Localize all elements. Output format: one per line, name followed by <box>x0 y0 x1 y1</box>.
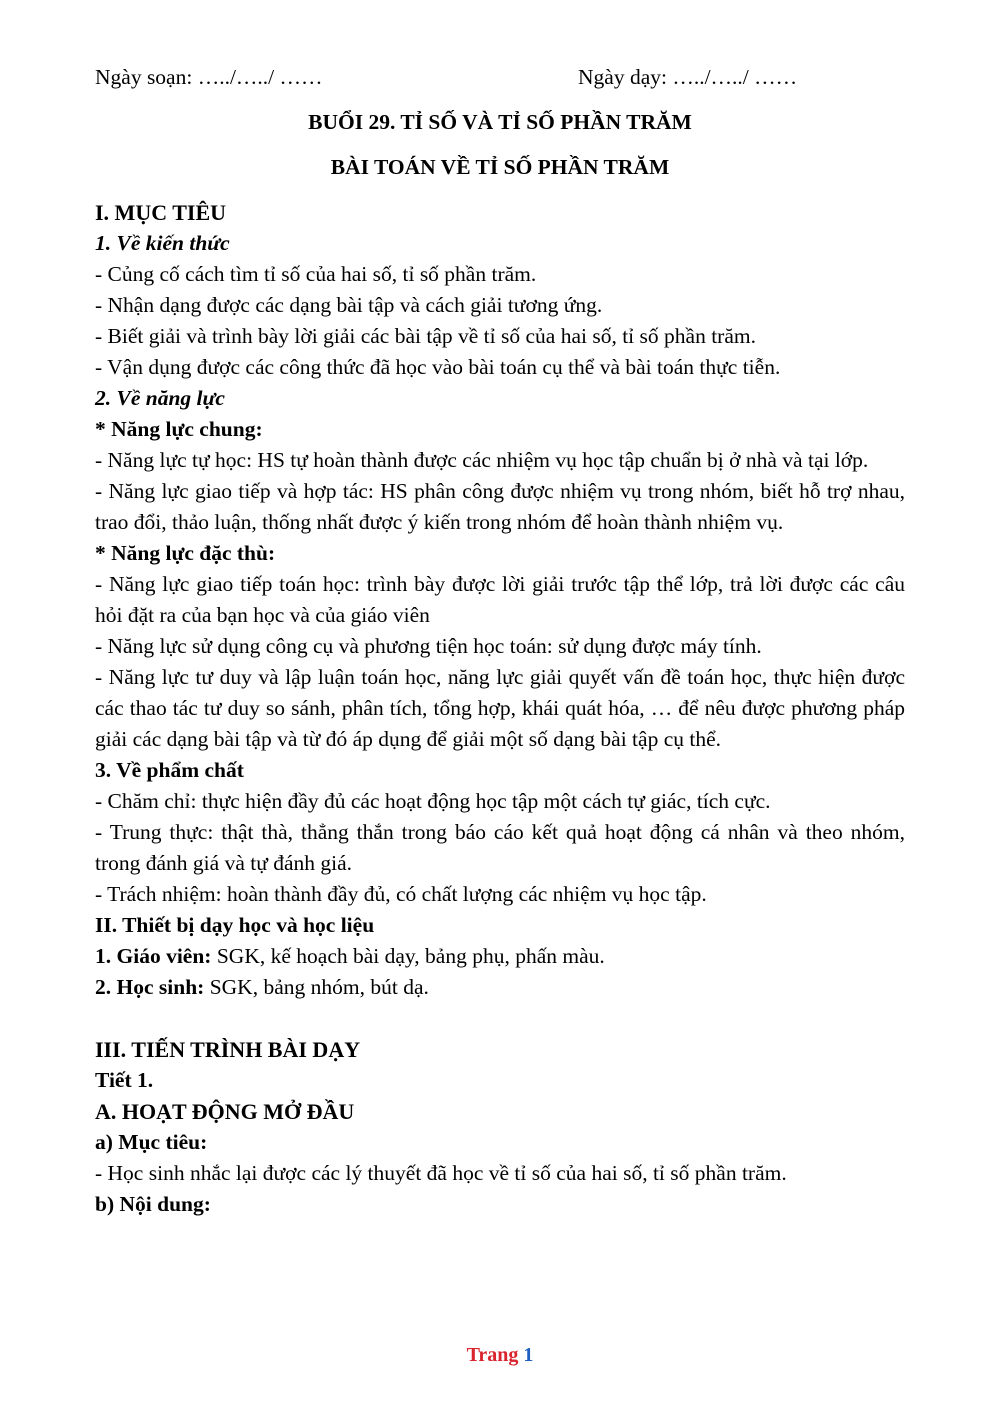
student-text: SGK, bảng nhóm, bút dạ. <box>204 975 429 999</box>
general-competence-heading: * Năng lực chung: <box>95 417 263 441</box>
section-equipment-heading: II. Thiết bị dạy học và học liệu <box>95 913 375 937</box>
student-equipment <box>95 972 905 1003</box>
specific-competence-item: - Năng lực tư duy và lập luận toán học, năng lực giải quyết vấn đề toán học, thực hiện được các thao tác tư duy so sánh, phân tích, tổng hợp, khái quát hóa, … để nêu được phương pháp giải các dạng bài tập và từ đó áp dụng để giải một số dạng bài tập cụ thể. <box>95 665 905 751</box>
period-heading: Tiết 1. <box>95 1068 154 1092</box>
qualities-item: - Trung thực: thật thà, thẳng thắn trong báo cáo kết quả hoạt động cá nhân và theo nhóm, trong đánh giá và tự đánh giá. <box>95 820 905 875</box>
lesson-title: BUỔI 29. TỈ SỐ VÀ TỈ SỐ PHẦN TRĂM <box>308 110 692 134</box>
general-competence-item: - Năng lực giao tiếp và hợp tác: HS phân công được nhiệm vụ trong nhóm, biết hỗ trợ nhau, trao đổi, thảo luận, thống nhất được ý kiến trong nhóm để hoàn thành nhiệm vụ. <box>95 479 905 534</box>
teach-date: Ngày dạy: …../…../ …… <box>578 65 798 89</box>
qualities-item: - Chăm chỉ: thực hiện đầy đủ các hoạt động học tập một cách tự giác, tích cực. <box>95 789 771 813</box>
section-process-heading: III. TIẾN TRÌNH BÀI DẠY <box>95 1037 361 1062</box>
date-line <box>95 62 905 93</box>
section-objectives-heading: I. MỤC TIÊU <box>95 200 227 225</box>
teacher-text: SGK, kế hoạch bài dạy, bảng phụ, phấn màu. <box>211 944 605 968</box>
teacher-equipment <box>95 941 905 972</box>
page-label: Trang <box>466 1344 519 1366</box>
knowledge-item: - Vận dụng được các công thức đã học vào bài toán cụ thể và bài toán thực tiễn. <box>95 355 781 379</box>
objective-text: - Học sinh nhắc lại được các lý thuyết đã học về tỉ số của hai số, tỉ số phần trăm. <box>95 1161 787 1185</box>
blank-line <box>95 1003 905 1034</box>
qualities-heading: 3. Về phẩm chất <box>95 758 244 782</box>
qualities-item: - Trách nhiệm: hoàn thành đầy đủ, có chất lượng các nhiệm vụ học tập. <box>95 882 707 906</box>
general-competence-item: - Năng lực tự học: HS tự hoàn thành được các nhiệm vụ học tập chuẩn bị ở nhà và tại lớp. <box>95 448 869 472</box>
specific-competence-heading: * Năng lực đặc thù: <box>95 541 276 565</box>
activity-heading: A. HOẠT ĐỘNG MỞ ĐẦU <box>95 1099 355 1124</box>
knowledge-item: - Biết giải và trình bày lời giải các bài tập về tỉ số của hai số, tỉ số phần trăm. <box>95 324 756 348</box>
specific-competence-item: - Năng lực giao tiếp toán học: trình bày được lời giải trước tập thể lớp, trả lời được các câu hỏi đặt ra của bạn học và của giáo viên <box>95 572 905 627</box>
competence-heading: 2. Về năng lực <box>95 386 225 410</box>
objective-heading: a) Mục tiêu: <box>95 1130 208 1154</box>
document-content <box>95 62 905 1220</box>
knowledge-heading: 1. Về kiến thức <box>95 231 230 255</box>
page-number: 1 <box>523 1344 534 1366</box>
knowledge-item: - Củng cố cách tìm tỉ số của hai số, tỉ số phần trăm. <box>95 262 537 286</box>
lesson-subtitle: BÀI TOÁN VỀ TỈ SỐ PHẦN TRĂM <box>330 155 670 179</box>
teacher-label: 1. Giáo viên: <box>95 944 212 968</box>
knowledge-item: - Nhận dạng được các dạng bài tập và cách giải tương ứng. <box>95 293 603 317</box>
page-footer <box>0 1344 1000 1367</box>
prep-date: Ngày soạn: …../…../ …… <box>95 65 323 89</box>
content-heading: b) Nội dung: <box>95 1192 211 1216</box>
student-label: 2. Học sinh: <box>95 975 205 999</box>
specific-competence-item: - Năng lực sử dụng công cụ và phương tiện học toán: sử dụng được máy tính. <box>95 634 762 658</box>
